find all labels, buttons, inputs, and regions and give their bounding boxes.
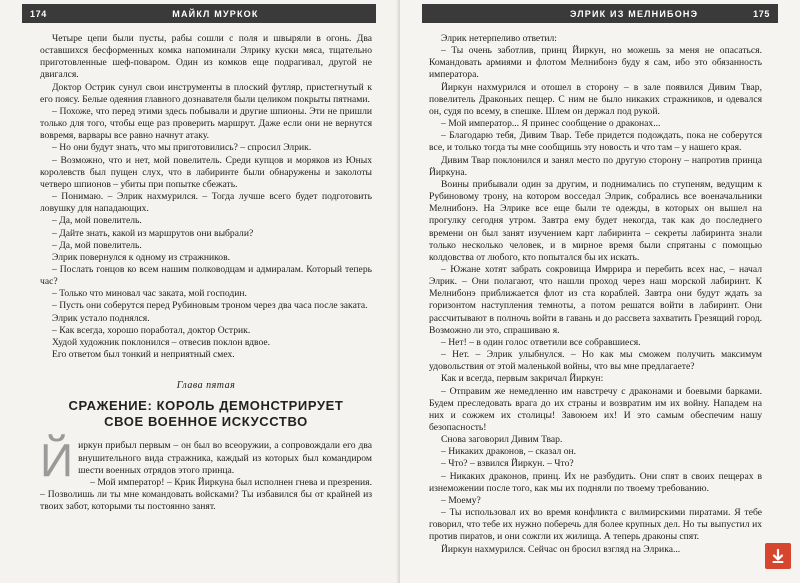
left-page [0, 0, 398, 583]
paragraph: – Только что миновал час заката, мой господин. [52, 288, 247, 300]
drop-cap: Й [40, 434, 74, 487]
running-head: ЭЛРИК ИЗ МЕЛНИБОНЭ [570, 8, 699, 19]
paragraph: Дивим Твар поклонился и занял место по другую сторону – напротив принца Йиркуна. [429, 154, 762, 178]
running-head: МАЙКЛ МУРКОК [172, 8, 259, 19]
paragraph: – Да, мой повелитель. [52, 215, 142, 227]
paragraph: Четыре цепи были пусты, рабы сошли с поля и швыряли в огонь. Два оставшихся бесформенных комка напоминали Элрику куски мяса, тщательно приготовленные шеф-поваром. Один из комков еще подрагивал, другой не двигался. [40, 33, 372, 81]
paragraph: Как и всегда, первым закричал Йиркун: [441, 373, 604, 385]
chapter-title-line: СРАЖЕНИЕ: КОРОЛЬ ДЕМОНСТРИРУЕТ [68, 398, 344, 414]
paragraph: Его ответом был тонкий и неприятный смех. [52, 349, 235, 361]
chapter-title [40, 398, 372, 430]
paragraph: – Мой император! – Крик Йиркуна был исполнен гнева и презрения. – Позволишь ли ты мне командовать войсками? Ты избавился бы от крайней из твоих забот, которыми ты постоянно занят. [40, 476, 372, 513]
paragraph: – Что? – взвился Йиркун. – Что? [441, 458, 574, 470]
page-number: 175 [753, 8, 770, 19]
paragraph: – Отправим же немедленно им навстречу с драконами и боевыми барками. Будем преследовать врага до их страны и возвратим им их войну. Нападем на них и сожжем их столицы! Завоюем их! И это самым обеспечим нашу безопасность! [429, 385, 762, 433]
left-page-text [40, 33, 372, 513]
paragraph: – Нет. – Элрик улыбнулся. – Но как мы сможем получить максимум удовольствия от этой маленькой войны, что вы мне предлагаете? [429, 349, 762, 373]
paragraph: Йиркун нахмурился и отошел в сторону – в зале появился Дивим Твар, повелитель Драконьих пещер. С ним не было никаких стражников, и одевался он, судя по всему, в спешке. Шлем он держал под рукой. [429, 81, 762, 117]
paragraph: – Мой император... Я принес сообщение о драконах... [441, 118, 661, 130]
chapter-opening [40, 434, 372, 487]
paragraph: – Пусть они соберутся перед Рубиновым троном через два часа после заката. [52, 300, 368, 312]
paragraph: – Моему? [441, 494, 481, 506]
paragraph: – Благодарю тебя, Дивим Твар. Тебе придется подождать, пока не соберутся все, и только тогда ты мне сообщишь эту новость и что там – у нашего края. [429, 130, 762, 154]
paragraph: – Никаких драконов, – сказал он. [441, 446, 577, 458]
right-running-header [422, 4, 778, 23]
paragraph: – Никаких драконов, принц. Их не разбудить. Они спят в своих пещерах в изнеможении после того, как мы их подняли по твоему требованию. [429, 470, 762, 494]
opening-paragraph: иркун прибыл первым – он был во всеоружии, а сопровождали его два внушительного вида стражника, каждый из которых был командиром шести военных отрядов этого принца. [78, 440, 372, 476]
page-number: 174 [30, 8, 47, 19]
download-badge[interactable] [765, 543, 791, 569]
paragraph: Элрик повернулся к одному из стражников. [52, 251, 231, 263]
chapter-title-line: СВОЕ ВОЕННОЕ ИСКУССТВО [104, 414, 308, 430]
paragraph: – Понимаю. – Элрик нахмурился. – Тогда лучше всего будет подготовить ловушку для нападающих. [40, 191, 372, 215]
paragraph: – Нет! – в один голос ответили все собравшиеся. [441, 336, 641, 348]
chapter-label: Глава пятая [176, 380, 236, 392]
paragraph: – Возможно, что и нет, мой повелитель. Среди купцов и моряков из Юных королевств был пущен слух, что в лабиринте были обнаружены и заколоты четверо шпионов – убиты при попытке сбежать. [40, 154, 372, 190]
paragraph: – Похоже, что перед этими здесь побывали и другие шпионы. Эти не пришли только для того, чтобы еще раз проверить маршрут. Даже если они не вернутся вовремя, варвары все равно начнут атаку. [40, 105, 372, 142]
left-running-header [22, 4, 376, 23]
paragraph: Элрик устало поднялся. [52, 312, 150, 324]
paragraph: Снова заговорил Дивим Твар. [441, 434, 563, 446]
paragraph: – Дайте знать, какой из маршрутов они выбрали? [52, 227, 254, 239]
paragraph: – Ты использовал их во время конфликта с вилмирскими пиратами. Я тебе говорил, что тебе их нужно поберечь для более крупных дел. Но ты выпустил их против пиратов, и они сожгли их жилища. А теперь драконы спят. [429, 507, 762, 543]
paragraph: – Да, мой повелитель. [52, 239, 142, 251]
paragraph: Йиркун нахмурился. Сейчас он бросил взгляд на Элрика... [441, 543, 681, 555]
paragraph: – Как всегда, хорошо поработал, доктор Острик. [52, 324, 251, 336]
paragraph: Воины прибывали один за другим, и поднимались по ступеням, ведущим к Рубиновому трону, на котором восседал Элрик, собрались все военачальники Мелнибонэ. На Элрике все еще были те одежды, в которых он вышел на прогулку сегодня утром. Завтра ему будет некогда, так как до последнего времени он был занят изучением карт лабиринта – секреты лабиринта знали только несколько человек, и в мирное время были спрятаны с помощью колдовства от любого, кто попытался бы их искать. [429, 178, 762, 263]
right-page [400, 0, 800, 583]
paragraph: Доктор Острик сунул свои инструменты в плоский футляр, пристегнутый к его поясу. Белые одеяния главного дознавателя были целиком покрыты пятнами. [40, 81, 372, 105]
paragraph: – Но они будут знать, что мы приготовились? – спросил Элрик. [52, 142, 312, 154]
paragraph: – Послать гонцов ко всем нашим полководцам и адмиралам. Который теперь час? [40, 263, 372, 288]
paragraph: – Ты очень заботлив, принц Йиркун, но можешь за меня не опасаться. Командовать армиями и флотом Мелнибонэ буду я сам, ибо это обязанность императора. [429, 45, 762, 81]
paragraph: – Южане хотят забрать сокровища Имррира и перебить всех нас, – начал Элрик. – Они полагают, что нашли проход через наш морской лабиринт. К Мелнибонэ приближается флот из ста кораблей. Завтра они будут ждать за горизонтом наступления темноты, а потом решатся войти в лабиринт. Они рассчитывают в полночь войти в гавань и до рассвета захватить Грезящий город. Возможно ли это, спрашиваю я. [429, 263, 762, 336]
paragraph: Элрик нетерпеливо ответил: [441, 33, 557, 44]
paragraph: Худой художник поклонился – отвесив поклон вдвое. [52, 336, 271, 348]
right-page-text [429, 33, 762, 556]
download-arrow-icon [770, 548, 786, 564]
